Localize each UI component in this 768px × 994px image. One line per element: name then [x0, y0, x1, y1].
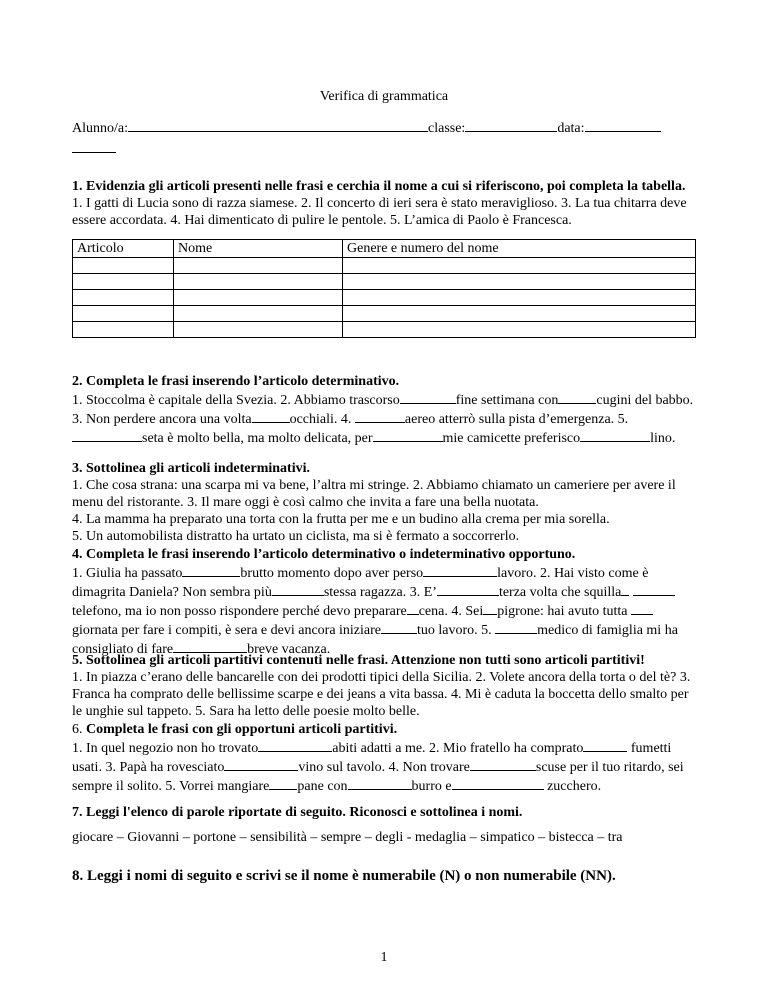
page-title: Verifica di grammatica: [319, 89, 449, 104]
text-fragment: brutto momento dopo aver perso: [240, 566, 424, 581]
text-fragment: stessa ragazza. 3. E’: [323, 585, 437, 600]
date-blank-continued[interactable]: [72, 139, 116, 153]
text-fragment: medico di famiglia mi ha consigliato di fare: [72, 623, 678, 657]
exercise-6-heading: Completa le frasi con gli opportuni articoli partitivi.: [86, 722, 398, 737]
text-fragment: occhiali. 4.: [289, 412, 352, 427]
answer-blank[interactable]: [470, 757, 536, 771]
table-cell[interactable]: [343, 306, 696, 322]
class-blank[interactable]: [465, 118, 557, 132]
answer-blank[interactable]: [631, 601, 653, 615]
answer-blank[interactable]: [348, 776, 412, 790]
exercise-3-line-3: 5. Un automobilista distratto ha urtato un ciclista, ma si è fermato a soccorrerlo.: [72, 529, 520, 544]
answer-blank[interactable]: [583, 738, 627, 752]
exercise-3-line-1: 1. Che cosa strana: una scarpa mi va bene, l’altra mi stringe. 2. Abbiamo chiamato un cameriere per avere il menu del ristorante. 3. Il mare oggi è così calmo che invita a fare una bella nuotata.: [72, 478, 676, 510]
table-cell[interactable]: [343, 258, 696, 274]
table-row: [73, 322, 696, 338]
table-cell[interactable]: [174, 306, 343, 322]
class-label: classe:: [428, 121, 466, 136]
text-fragment: aereo atterrò sulla pista d’emergenza. 5.: [404, 412, 629, 427]
table-cell[interactable]: [343, 274, 696, 290]
answer-blank[interactable]: [423, 563, 497, 577]
text-fragment: 1. Stoccolma è capitale della Svezia. 2. Abbiamo trascorso: [72, 393, 400, 408]
text-fragment: fumetti usati. 3. Papà ha rovesciato: [72, 741, 672, 775]
answer-blank[interactable]: [452, 776, 544, 790]
answer-blank[interactable]: [558, 390, 596, 404]
table-cell[interactable]: [73, 274, 174, 290]
answer-blank[interactable]: [400, 390, 456, 404]
exercise-1: [72, 178, 696, 338]
text-fragment: breve vacanza.: [247, 642, 331, 657]
answer-blank[interactable]: [272, 582, 324, 596]
table-header-nome: Nome: [174, 240, 343, 258]
exercise-6-heading-line: [72, 721, 696, 738]
table-cell[interactable]: [73, 258, 174, 274]
text-fragment: terza volta che squilla: [498, 585, 622, 600]
text-fragment: 1. Giulia ha passato: [72, 566, 183, 581]
answer-blank[interactable]: [373, 428, 443, 442]
exercise-2: [72, 373, 696, 447]
table-row: [73, 306, 696, 322]
answer-blank[interactable]: [72, 428, 142, 442]
text-fragment: giornata per fare i compiti, è sera e devi ancora iniziare: [72, 623, 382, 638]
text-fragment: burro e: [411, 779, 452, 794]
answer-blank[interactable]: [495, 620, 537, 634]
table-header-genere: Genere e numero del nome: [343, 240, 696, 258]
table-cell[interactable]: [73, 306, 174, 322]
exercise-2-text: [72, 390, 696, 447]
table-cell[interactable]: [174, 258, 343, 274]
table-header-articolo: Articolo: [73, 240, 174, 258]
answer-blank[interactable]: [483, 601, 497, 615]
articles-table: [72, 239, 696, 338]
table-cell[interactable]: [174, 290, 343, 306]
exercise-6-number: 6.: [72, 722, 83, 737]
exercise-3-line-2: 4. La mamma ha preparato una torta con la frutta per me e un budino alla crema per mia sorella.: [72, 512, 610, 527]
exercise-5-text: 1. In piazza c’erano delle bancarelle con dei prodotti tipici della Sicilia. 2. Volete ancora della torta o del tè? 3. Franca ha comprato delle bellissime scarpe e dei jeans a vita bassa. 4. Mi è caduta la boccetta dello smalto per le unghie sul tappeto. 5. Sara ha letto delle poesie molto belle.: [72, 670, 691, 719]
table-cell[interactable]: [174, 322, 343, 338]
table-header-row: [73, 240, 696, 258]
exercise-4-heading: 4. Completa le frasi inserendo l’articolo determinativo o indeterminativo opportuno.: [72, 547, 576, 562]
exercise-6-text: [72, 738, 696, 795]
answer-blank[interactable]: [407, 601, 419, 615]
exercise-2-heading: 2. Completa le frasi inserendo l’articolo determinativo.: [72, 374, 400, 389]
text-fragment: pane con: [297, 779, 348, 794]
answer-blank[interactable]: [269, 776, 297, 790]
exercise-3: [72, 460, 696, 545]
text-fragment: zucchero.: [547, 779, 602, 794]
exercise-8: [72, 868, 696, 885]
text-fragment: cugini del babbo. 3. Non perdere ancora una volta: [72, 393, 694, 427]
exercise-7-heading: 7. Leggi l'elenco di parole riportate di seguito. Riconosci e sottolinea i nomi.: [72, 805, 523, 820]
student-label: Alunno/a:: [72, 121, 128, 136]
table-row: [73, 274, 696, 290]
answer-blank[interactable]: [258, 738, 332, 752]
answer-blank[interactable]: [224, 757, 298, 771]
answer-blank[interactable]: [633, 582, 675, 596]
answer-blank[interactable]: [580, 428, 650, 442]
text-fragment: 1. In quel negozio non ho trovato: [72, 741, 259, 756]
exercise-4: [72, 546, 696, 658]
text-fragment: cena. 4. Sei: [418, 604, 484, 619]
table-cell[interactable]: [73, 322, 174, 338]
text-fragment: telefono, ma io non posso rispondere perché devo preparare: [72, 604, 407, 619]
answer-blank[interactable]: [621, 582, 629, 596]
date-label: data:: [557, 121, 585, 136]
student-header: [72, 118, 696, 158]
page-number: 1: [380, 950, 388, 965]
text-fragment: tuo lavoro. 5.: [417, 623, 492, 638]
date-blank[interactable]: [585, 118, 661, 132]
exercise-3-heading: 3. Sottolinea gli articoli indeterminativi.: [72, 461, 310, 476]
table-cell[interactable]: [174, 274, 343, 290]
exercise-1-heading: 1. Evidenzia gli articoli presenti nelle frasi e cerchia il nome a cui si riferiscono, poi completa la tabella.: [72, 179, 686, 194]
text-fragment: lavoro. 2. Hai visto come è dimagrita Daniela? Non sembra più: [72, 566, 649, 600]
table-row: [73, 258, 696, 274]
exercise-4-text: [72, 563, 696, 658]
exercise-7: [72, 804, 696, 846]
answer-blank[interactable]: [381, 620, 417, 634]
answer-blank[interactable]: [252, 409, 290, 423]
table-row: [73, 290, 696, 306]
text-fragment: lino.: [650, 431, 676, 446]
exercise-5-heading: 5. Sottolinea gli articoli partitivi contenuti nelle frasi. Attenzione non tutti sono articoli partitivi!: [72, 653, 645, 668]
text-fragment: fine settimana con: [455, 393, 559, 408]
table-cell[interactable]: [73, 290, 174, 306]
exercise-1-text: 1. I gatti di Lucia sono di razza siamese. 2. Il concerto di ieri sera è stato meraviglioso. 3. La tua chitarra deve essere accordata. 4. Hai dimenticato di pulire le pentole. 5. L’amica di Paolo è Francesca.: [72, 196, 687, 228]
answer-blank[interactable]: [355, 409, 405, 423]
answer-blank[interactable]: [437, 582, 499, 596]
text-fragment: seta è molto bella, ma molto delicata, per: [142, 431, 373, 446]
student-name-blank[interactable]: [128, 118, 428, 132]
text-fragment: scuse per il tuo ritardo, sei sempre il solito. 5. Vorrei mangiare: [72, 760, 684, 794]
exercise-5: [72, 652, 696, 720]
answer-blank[interactable]: [182, 563, 240, 577]
answer-blank[interactable]: [173, 639, 247, 653]
text-fragment: vino sul tavolo. 4. Non trovare: [298, 760, 470, 775]
table-cell[interactable]: [343, 322, 696, 338]
exercise-8-heading: 8. Leggi i nomi di seguito e scrivi se il nome è numerabile (N) o non numerabile (NN).: [72, 868, 616, 884]
exercise-7-words: giocare – Giovanni – portone – sensibilità – sempre – degli - medaglia – simpatico – bistecca – tra: [72, 830, 623, 845]
text-fragment: mie camicette preferisco: [442, 431, 581, 446]
text-fragment: abiti adatti a me. 2. Mio fratello ha comprato: [332, 741, 584, 756]
exercise-6: [72, 721, 696, 795]
table-cell[interactable]: [343, 290, 696, 306]
text-fragment: pigrone: hai avuto tutta: [497, 604, 628, 619]
